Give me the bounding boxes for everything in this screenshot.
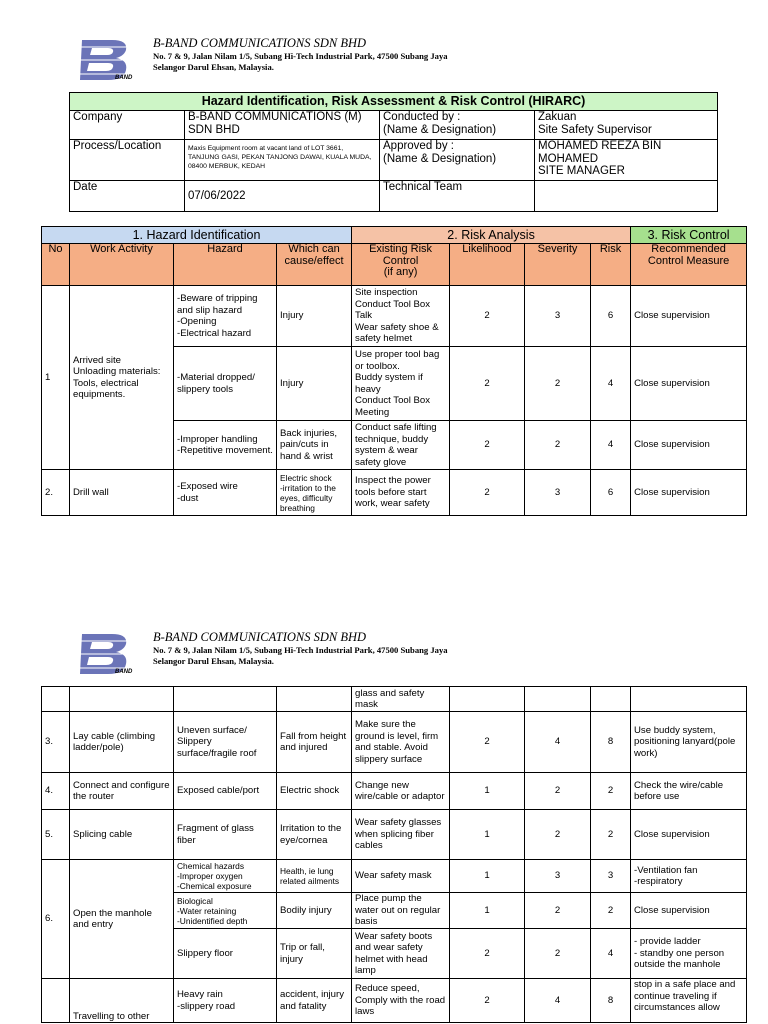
row-recommended: Use buddy system, positioning lanyard(pole work) (631, 712, 747, 773)
row-severity: 3 (525, 860, 591, 893)
hirarc-info-table (69, 92, 718, 212)
row-risk: 2 (591, 893, 631, 929)
row-recommended: - provide ladder - standby one person outside the manhole (631, 929, 747, 979)
section-risk-analysis: 2. Risk Analysis (352, 227, 631, 244)
row-no: 4. (42, 773, 70, 810)
bband-logo-icon (78, 632, 136, 674)
row-recommended: Close supervision (631, 347, 747, 421)
row-recommended: Close supervision (631, 810, 747, 860)
row-existing-control: Place pump the water out on regular basis (352, 893, 450, 929)
row-likelihood (450, 687, 525, 712)
row-hazard: -Exposed wire -dust (174, 470, 277, 516)
row-likelihood: 2 (450, 979, 525, 1023)
row-severity: 2 (525, 421, 591, 470)
row-no (42, 687, 70, 712)
row-no: 5. (42, 810, 70, 860)
row-cause: Injury (277, 347, 352, 421)
row-severity: 2 (525, 810, 591, 860)
row-cause: Fall from height and injured (277, 712, 352, 773)
bband-logo-icon (78, 38, 136, 80)
row-hazard: Heavy rain -slippery road (174, 979, 277, 1023)
svg-text:BAND: BAND (115, 75, 133, 80)
row-risk: 8 (591, 979, 631, 1023)
company-value: B-BAND COMMUNICATIONS (M) SDN BHD (185, 111, 380, 140)
row-hazard: Biological -Water retaining -Unidentified depth (174, 893, 277, 929)
row-existing-control: Site inspection Conduct Tool Box Talk Wear safety shoe & safety helmet (352, 286, 450, 347)
section-risk-control: 3. Risk Control (631, 227, 747, 244)
row-no: 2. (42, 470, 70, 516)
row-severity: 2 (525, 893, 591, 929)
row-cause: accident, injury and fatality (277, 979, 352, 1023)
row-hazard: Exposed cable/port (174, 773, 277, 810)
row-risk: 4 (591, 421, 631, 470)
row-risk: 4 (591, 347, 631, 421)
risk-table-page2 (41, 686, 747, 1023)
row-severity: 2 (525, 347, 591, 421)
row-hazard: Uneven surface/ Slippery surface/fragile roof (174, 712, 277, 773)
col-work-activity: Work Activity (70, 244, 174, 286)
technical-team-value (535, 181, 718, 212)
row-existing-control: Change new wire/cable or adaptor (352, 773, 450, 810)
row-hazard: -Material dropped/ slippery tools (174, 347, 277, 421)
row-existing-control: Inspect the power tools before start work, wear safety (352, 470, 450, 516)
row-hazard: Slippery floor (174, 929, 277, 979)
row-risk: 8 (591, 712, 631, 773)
row-cause (277, 687, 352, 712)
col-cause-effect: Which can cause/effect (277, 244, 352, 286)
table-row (42, 470, 747, 516)
row-risk: 6 (591, 470, 631, 516)
row-recommended: Close supervision (631, 470, 747, 516)
company-name: B-BAND COMMUNICATIONS SDN BHD (153, 36, 367, 50)
company-label: Company (70, 111, 185, 140)
row-severity: 3 (525, 470, 591, 516)
col-no: No (42, 244, 70, 286)
row-no: 1 (42, 286, 70, 470)
row-severity (525, 687, 591, 712)
row-activity: Lay cable (climbing ladder/pole) (70, 712, 174, 773)
table-row (42, 860, 747, 893)
row-recommended: Close supervision (631, 421, 747, 470)
row-existing-control: Wear safety mask (352, 860, 450, 893)
company-address-line1: No. 7 & 9, Jalan Nilam 1/5, Subang Hi-Tech Industrial Park, 47500 Subang Jaya (153, 51, 448, 61)
row-activity: Arrived site Unloading materials: Tools, electrical equipments. (70, 286, 174, 470)
col-hazard: Hazard (174, 244, 277, 286)
row-risk: 3 (591, 860, 631, 893)
conducted-by-label: Conducted by : (Name & Designation) (380, 111, 535, 140)
row-existing-control: Wear safety boots and wear safety helmet with head lamp (352, 929, 450, 979)
company-address-line2: Selangor Darul Ehsan, Malaysia. (153, 62, 274, 72)
table-row (42, 773, 747, 810)
technical-team-label: Technical Team (380, 181, 535, 212)
section-hazard-identification: 1. Hazard Identification (42, 227, 352, 244)
row-activity: Connect and configure the router (70, 773, 174, 810)
row-likelihood: 2 (450, 347, 525, 421)
row-existing-control: glass and safety mask (352, 687, 450, 712)
row-recommended: -Ventilation fan -respiratory (631, 860, 747, 893)
process-value: Maxis Equipment room at vacant land of LOT 3661, TANJUNG GASI, PEKAN TANJONG DAWAI, KUALA MUDA, 08400 MERBUK, KEDAH (185, 140, 380, 181)
table-row (42, 687, 747, 712)
table-row (42, 979, 747, 1023)
row-severity: 2 (525, 773, 591, 810)
svg-text:BAND: BAND (115, 669, 133, 674)
row-activity: Open the manhole and entry (70, 860, 174, 979)
row-recommended: stop in a safe place and continue traveling if circumstances allow (631, 979, 747, 1023)
row-likelihood: 1 (450, 893, 525, 929)
row-activity: Travelling to other (70, 979, 174, 1023)
row-cause: Bodily injury (277, 893, 352, 929)
row-hazard: -Beware of tripping and slip hazard -Opening -Electrical hazard (174, 286, 277, 347)
row-hazard: Fragment of glass fiber (174, 810, 277, 860)
row-risk: 6 (591, 286, 631, 347)
row-cause: Injury (277, 286, 352, 347)
row-recommended: Close supervision (631, 893, 747, 929)
row-risk: 4 (591, 929, 631, 979)
row-likelihood: 1 (450, 810, 525, 860)
row-severity: 4 (525, 712, 591, 773)
row-existing-control: Conduct safe lifting technique, buddy system & wear safety glove (352, 421, 450, 470)
conducted-by-value: Zakuan Site Safety Supervisor (535, 111, 718, 140)
approved-by-value: MOHAMED REEZA BIN MOHAMED SITE MANAGER (535, 140, 718, 181)
row-likelihood: 2 (450, 286, 525, 347)
row-risk (591, 687, 631, 712)
row-activity: Splicing cable (70, 810, 174, 860)
hirarc-title: Hazard Identification, Risk Assessment & Risk Control (HIRARC) (70, 93, 718, 111)
col-severity: Severity (525, 244, 591, 286)
row-no: 3. (42, 712, 70, 773)
row-risk: 2 (591, 773, 631, 810)
row-activity: Drill wall (70, 470, 174, 516)
row-risk: 2 (591, 810, 631, 860)
date-label: Date (70, 181, 185, 212)
row-hazard (174, 687, 277, 712)
risk-table-page1 (41, 226, 747, 516)
row-existing-control: Reduce speed, Comply with the road laws (352, 979, 450, 1023)
row-existing-control: Wear safety glasses when splicing fiber cables (352, 810, 450, 860)
table-row (42, 810, 747, 860)
row-cause: Irritation to the eye/cornea (277, 810, 352, 860)
row-no: 6. (42, 860, 70, 979)
approved-by-label: Approved by : (Name & Designation) (380, 140, 535, 181)
row-likelihood: 2 (450, 470, 525, 516)
row-recommended: Check the wire/cable before use (631, 773, 747, 810)
row-cause: Electric shock (277, 773, 352, 810)
row-cause: Trip or fall, injury (277, 929, 352, 979)
row-likelihood: 2 (450, 929, 525, 979)
process-label: Process/Location (70, 140, 185, 181)
company-address-line2: Selangor Darul Ehsan, Malaysia. (153, 656, 274, 666)
row-recommended: Close supervision (631, 286, 747, 347)
company-name: B-BAND COMMUNICATIONS SDN BHD (153, 630, 367, 644)
table-row (42, 712, 747, 773)
row-cause: Health, ie lung related ailments (277, 860, 352, 893)
row-likelihood: 1 (450, 773, 525, 810)
row-severity: 2 (525, 929, 591, 979)
row-severity: 4 (525, 979, 591, 1023)
row-recommended (631, 687, 747, 712)
row-severity: 3 (525, 286, 591, 347)
row-cause: Back injuries, pain/cuts in hand & wrist (277, 421, 352, 470)
row-activity (70, 687, 174, 712)
letterhead-page2 (0, 628, 768, 688)
company-address-line1: No. 7 & 9, Jalan Nilam 1/5, Subang Hi-Tech Industrial Park, 47500 Subang Jaya (153, 645, 448, 655)
date-value: 07/06/2022 (185, 181, 380, 212)
row-existing-control: Use proper tool bag or toolbox. Buddy system if heavy Conduct Tool Box Meeting (352, 347, 450, 421)
row-likelihood: 2 (450, 421, 525, 470)
row-hazard: Chemical hazards -Improper oxygen -Chemical exposure (174, 860, 277, 893)
row-existing-control: Make sure the ground is level, firm and stable. Avoid slippery surface (352, 712, 450, 773)
col-risk: Risk (591, 244, 631, 286)
row-cause: Electric shock -irritation to the eyes, difficulty breathing (277, 470, 352, 516)
col-likelihood: Likelihood (450, 244, 525, 286)
col-existing-control: Existing Risk Control (if any) (352, 244, 450, 286)
table-row (42, 286, 747, 347)
row-likelihood: 2 (450, 712, 525, 773)
letterhead-page1 (0, 34, 768, 94)
row-likelihood: 1 (450, 860, 525, 893)
col-recommended: Recommended Control Measure (631, 244, 747, 286)
row-hazard: -Improper handling -Repetitive movement. (174, 421, 277, 470)
row-no (42, 979, 70, 1023)
